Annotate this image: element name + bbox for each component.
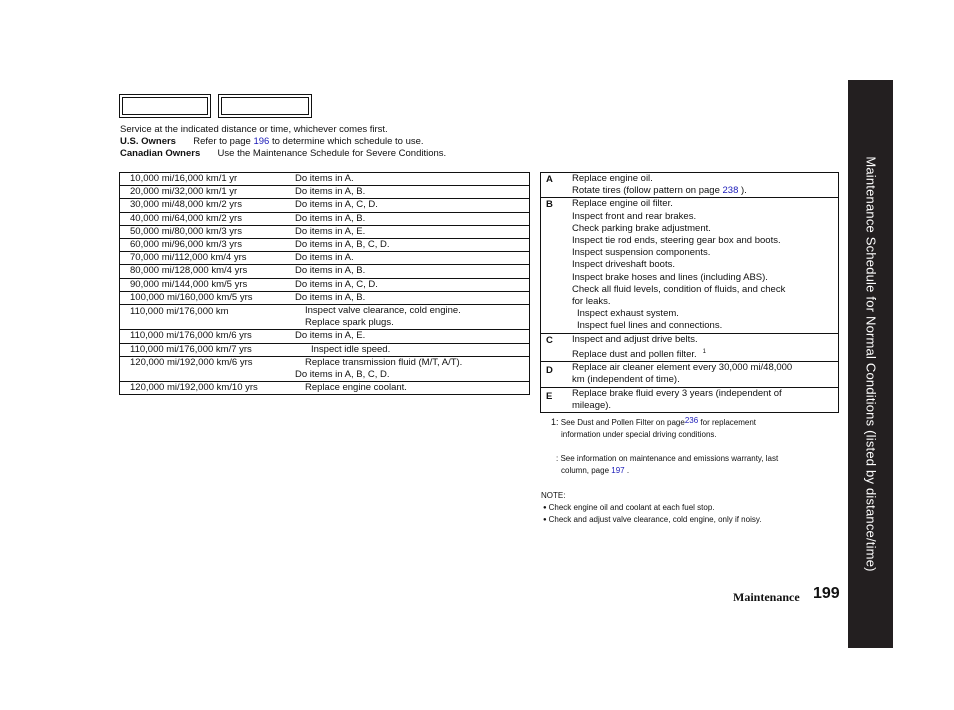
code-item: Replace brake fluid every 3 years (independent of [572,387,782,399]
table-row [119,305,530,330]
code-item: Inspect front and rear brakes. [572,210,697,222]
us-owners-text-pre: Refer to page [193,136,251,147]
canadian-owners-text: Use the Maintenance Schedule for Severe Conditions. [217,148,447,159]
action-cell: Do items in A, B. [295,186,366,198]
table-row [119,173,530,186]
code-item: Inspect fuel lines and connections. [577,320,723,332]
code-key: D [546,365,553,377]
action-cell: Do items in A, C, D. [295,199,378,211]
table-row [119,213,530,226]
page-link-236[interactable]: 236 [684,416,699,425]
action-cell: Do items in A, C, D. [295,278,378,290]
code-item: Replace engine oil. [572,173,653,184]
code-item [572,185,834,197]
header-box-left [119,94,211,118]
action-cell: Replace transmission fluid (M/T, A/T). [305,356,463,368]
page-link-238[interactable]: 238 [722,185,739,197]
action-cell: Do items in A, B. [295,212,366,224]
code-item: Inspect brake hoses and lines (including ABS). [572,271,768,283]
action-cell: Inspect idle speed. [311,343,391,355]
table-row [119,226,530,239]
code-item: Inspect suspension components. [572,247,711,259]
code-row-e [540,388,839,413]
page-number: 199 [813,585,840,602]
code-item: mileage). [572,399,612,411]
page-link-197[interactable]: 197 [611,466,625,475]
table-row [119,344,530,357]
table-row [119,279,530,292]
distance-cell: 50,000 mi/80,000 km/3 yrs [130,225,242,237]
note-item-text: Check engine oil and coolant at each fuel stop. [548,503,715,512]
note-item [543,514,762,527]
footnote-1 [551,416,756,429]
footnote-text: See information on maintenance and emissions warranty, last [560,454,779,463]
table-row [119,199,530,212]
code-item: Replace engine oil filter. [572,198,673,210]
footnote-text: See Dust and Pollen Filter on page [560,418,685,427]
footer-section-label: Maintenance [733,590,800,604]
action-cell: Do items in A, B, C, D. [295,239,390,251]
code-key: A [546,174,553,185]
code-item: Replace air cleaner element every 30,000 mi/48,000 [572,362,793,374]
note-item-text: Check and adjust valve clearance, cold engine, only if noisy. [548,515,762,524]
us-owners-text-post: to determine which schedule to use. [271,136,424,147]
code-row-c [540,334,839,363]
footnote-1-line-2: information under special driving conditions. [561,430,717,439]
note-label: NOTE: [541,491,566,500]
footnote-mark: 1: [551,417,559,427]
distance-cell: 80,000 mi/128,000 km/4 yrs [130,265,248,277]
header-box-right [218,94,312,118]
table-row [119,292,530,305]
table-row [119,357,530,382]
code-key: E [546,390,553,402]
action-cell: Do items in A, E. [295,330,366,342]
action-cell: Do items in A, B. [295,291,366,303]
distance-cell: 10,000 mi/16,000 km/1 yr [130,173,238,184]
section-sidebar [848,80,893,648]
distance-cell: 120,000 mi/192,000 km/10 yrs [130,382,258,394]
footnote-text: for replacement [700,418,757,427]
maintenance-codes-table [540,172,839,413]
table-row [119,252,530,265]
action-cell: Do items in A, B. [295,265,366,277]
intro-line: Service at the indicated distance or time, whichever comes first. [120,124,388,135]
code-item: Check parking brake adjustment. [572,222,711,234]
table-row [119,186,530,199]
code-item: Inspect driveshaft boots. [572,259,675,271]
code-item: Inspect exhaust system. [577,308,679,320]
code-item: for leaks. [572,296,611,308]
canadian-owners-line [120,148,446,160]
action-cell: Do items in A. [295,173,354,184]
table-row [119,239,530,252]
code-row-d [540,362,839,387]
us-owners-line [120,136,424,148]
code-item: Inspect tie rod ends, steering gear box and boots. [572,235,781,247]
distance-cell: 100,000 mi/160,000 km/5 yrs [130,291,253,303]
canadian-owners-label: Canadian Owners [120,148,201,159]
distance-cell: 30,000 mi/48,000 km/2 yrs [130,199,242,211]
table-row [119,330,530,343]
distance-cell: 110,000 mi/176,000 km/6 yrs [130,330,252,342]
distance-cell: 20,000 mi/32,000 km/1 yr [130,186,238,198]
code-item: km (independent of time). [572,374,680,386]
table-row [119,382,530,395]
footnote-mark: : [556,454,559,463]
code-key: C [546,334,553,346]
footnote-2 [556,453,778,465]
schedule-table [119,172,530,395]
code-item-text: Rotate tires (follow pattern on page [572,185,720,197]
distance-cell: 120,000 mi/192,000 km/6 yrs [130,356,253,368]
code-key: B [546,199,553,211]
distance-cell: 60,000 mi/96,000 km/3 yrs [130,239,242,251]
action-cell: Replace spark plugs. [305,317,394,329]
code-item [572,346,834,361]
action-cell: Do items in A, E. [295,225,366,237]
footnote-text: . [626,466,630,475]
distance-cell: 70,000 mi/112,000 km/4 yrs [130,252,247,264]
code-row-a [540,173,839,198]
action-cell: Inspect valve clearance, cold engine. [305,305,461,317]
table-row [119,265,530,278]
code-item: Inspect and adjust drive belts. [572,333,698,345]
footnote-mark: 1 [702,348,706,355]
action-cell: Do items in A, B, C, D. [295,369,390,381]
code-item-text: Replace dust and pollen filter. [572,349,697,360]
footnote-2-line-2 [561,465,629,477]
action-cell: Do items in A. [295,252,354,264]
distance-cell: 90,000 mi/144,000 km/5 yrs [130,278,248,290]
distance-cell: 40,000 mi/64,000 km/2 yrs [130,212,242,224]
page-link-196[interactable]: 196 [253,136,270,147]
footnote-text: column, page [561,466,610,475]
sidebar-title: Maintenance Schedule for Normal Conditions (listed by distance/time) [863,156,878,572]
code-item: Check all fluid levels, condition of fluids, and check [572,283,786,295]
distance-cell: 110,000 mi/176,000 km [130,306,229,318]
distance-cell: 110,000 mi/176,000 km/7 yrs [130,343,252,355]
code-row-b [540,198,839,333]
code-item-text: ). [741,185,747,197]
us-owners-label: U.S. Owners [120,136,176,147]
action-cell: Replace engine coolant. [305,382,407,394]
